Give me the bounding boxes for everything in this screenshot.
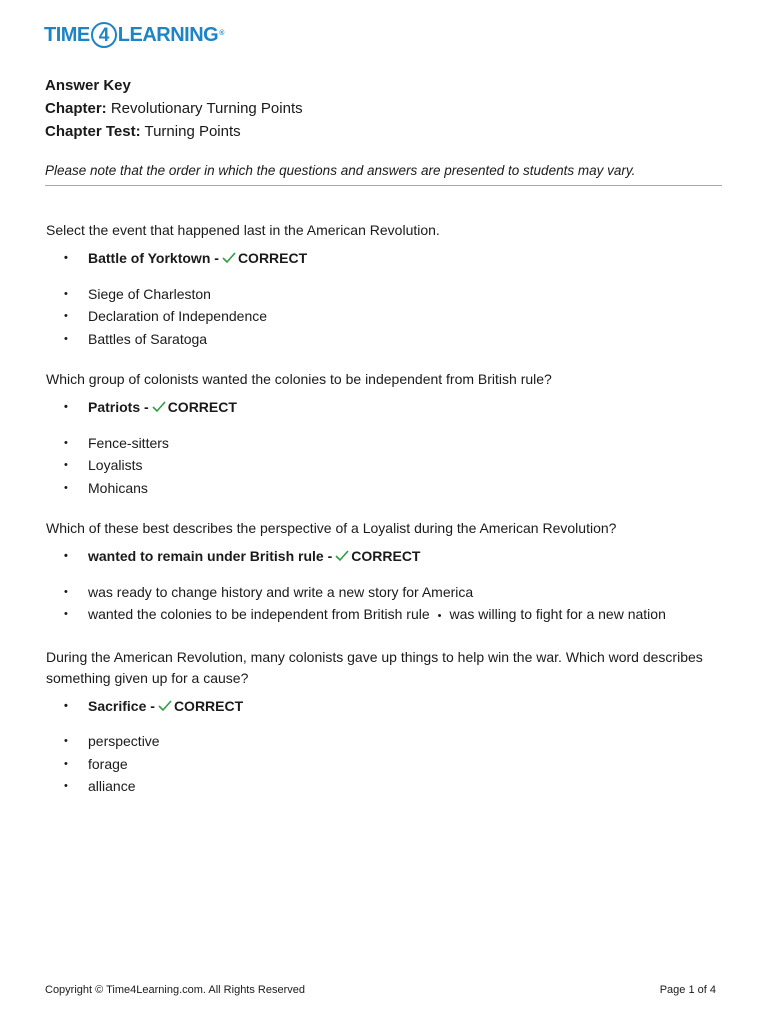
bullet-icon: •	[64, 459, 68, 471]
checkmark-icon	[335, 550, 349, 562]
bullet-icon: •	[64, 332, 68, 345]
bullet-icon: •	[64, 252, 68, 264]
bullet-icon: •	[64, 310, 68, 322]
correct-answer: • Battle of Yorktown - CORRECT	[46, 247, 726, 270]
correct-label: CORRECT	[237, 250, 308, 266]
bullet-icon: •	[437, 610, 442, 622]
correct-label: CORRECT	[351, 548, 421, 564]
questions-content	[46, 220, 726, 817]
checkmark-icon	[222, 252, 236, 264]
copyright-text: Copyright © Time4Learning.com. All Rights Reserved	[45, 984, 305, 996]
page-footer	[45, 984, 716, 996]
time4learning-logo	[44, 22, 224, 48]
answer-option: • forage	[46, 753, 726, 776]
other-answers-list	[46, 283, 726, 351]
logo-four-circle: 4	[91, 22, 117, 48]
logo-text-learning: LEARNING	[117, 23, 219, 46]
question-text: Select the event that happened last in the American Revolution.	[46, 222, 440, 238]
answer-option: • wanted the colonies to be independent from British rule • was willing to fight for a new nation	[46, 603, 726, 628]
bullet-icon: •	[64, 287, 68, 300]
bullet-icon: •	[64, 550, 68, 562]
logo-registered-mark: ®	[219, 30, 224, 37]
bullet-icon: •	[64, 401, 68, 413]
question-text: During the American Revolution, many colonists gave up things to help win the war. Which word describes something given up for a cause?	[46, 648, 703, 686]
bullet-icon: •	[64, 436, 68, 449]
chapter-value: Revolutionary Turning Points	[110, 100, 303, 117]
chapter-test-label: Chapter Test:	[45, 123, 141, 140]
question-block	[46, 518, 726, 628]
answer-option: • alliance	[46, 775, 726, 798]
order-note: Please note that the order in which the questions and answers are presented to students may vary.	[45, 163, 722, 186]
other-answers-list	[46, 581, 726, 628]
bullet-icon: •	[64, 699, 68, 712]
chapter-label: Chapter:	[45, 100, 107, 117]
question-text: Which group of colonists wanted the colonies to be independent from British rule?	[46, 371, 552, 387]
answer-option: • Mohicans	[46, 477, 726, 500]
correct-label: CORRECT	[173, 697, 244, 714]
bullet-icon: •	[64, 735, 68, 747]
bullet-icon: •	[64, 585, 68, 598]
correct-answer-list	[46, 695, 726, 718]
correct-answer: • Patriots - CORRECT	[46, 396, 726, 419]
question-block	[46, 220, 726, 350]
answer-option: • Fence-sitters	[46, 432, 726, 455]
chapter-line	[45, 97, 303, 120]
question-block	[46, 369, 726, 499]
page-number: Page 1 of 4	[659, 984, 716, 996]
checkmark-icon	[158, 700, 172, 712]
correct-answer-list	[46, 545, 726, 568]
question-text: Which of these best describes the perspective of a Loyalist during the American Revolution?	[46, 520, 617, 536]
correct-answer-list	[46, 247, 726, 270]
answer-option: • Siege of Charleston	[46, 283, 726, 306]
bullet-icon: •	[64, 608, 68, 620]
answer-option: • Declaration of Independence	[46, 305, 726, 328]
answer-option: • Loyalists	[46, 454, 726, 477]
checkmark-icon	[152, 401, 166, 413]
correct-answer: • wanted to remain under British rule - CORRECT	[46, 545, 726, 568]
other-answers-list	[46, 432, 726, 500]
correct-label: CORRECT	[167, 399, 237, 415]
logo-text-time: TIME	[44, 23, 90, 46]
bullet-icon: •	[64, 481, 68, 494]
other-answers-list	[46, 730, 726, 798]
answer-option: • was ready to change history and write a new story for America	[46, 581, 726, 604]
document-header	[45, 74, 303, 143]
bullet-icon: •	[64, 780, 68, 792]
answer-key-title: Answer Key	[45, 77, 131, 94]
chapter-test-line	[45, 120, 303, 143]
correct-answer: • Sacrifice - CORRECT	[46, 695, 726, 718]
bullet-icon: •	[64, 757, 68, 770]
answer-option: • Battles of Saratoga	[46, 328, 726, 351]
answer-option: • perspective	[46, 730, 726, 753]
question-block	[46, 647, 726, 798]
chapter-test-value: Turning Points	[144, 123, 241, 140]
correct-answer-list	[46, 396, 726, 419]
